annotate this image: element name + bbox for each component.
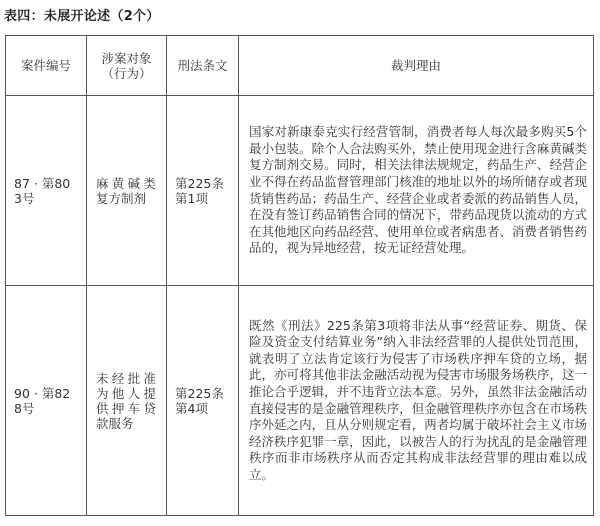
header-reason: 裁判理由 xyxy=(239,36,594,96)
object-text: 麻黄碱类复方制剂 xyxy=(96,175,156,206)
case-no-text: 90 · 第828号 xyxy=(14,385,71,416)
header-object xyxy=(87,36,167,96)
header-case-no: 案件编号 xyxy=(6,36,87,96)
law-text: 第225条第1项 xyxy=(175,175,224,206)
object-cell xyxy=(87,286,167,516)
case-no-cell xyxy=(6,286,87,516)
object-text: 未经批准为他人提供押车贷款服务 xyxy=(96,370,156,431)
reason-cell: 既然《刑法》225条第3项将非法从事“经营证券、期货、保险及资金支付结算业务”纳入非法经营罪的人提供处罚范围，就表明了立法肯定该行为侵害了市场秩序押车贷的立场，据此，亦可将其他非法金融活动视为侵害市场服务场秩序，这一推论合乎逻辑，并不违背立法本意。另外，虽然非法金融活动直接侵害的是金融管理秩序，但金融管理秩序亦包含在市场秩序外延之内，且从分则规定看，两者均属于破坏社会主义市场经济秩序犯罪一章，因此，以被告人的行为扰乱的是金融管理秩序而非市场秩序从而否定其构成非法经营罪的理由难以成立。 xyxy=(239,286,594,516)
header-law xyxy=(167,36,239,96)
header-object-label: 涉案对象（行为） xyxy=(101,50,152,81)
table-header-row xyxy=(6,36,594,96)
case-no-cell xyxy=(6,96,87,286)
table-row xyxy=(6,286,594,516)
law-text: 第225条第4项 xyxy=(175,385,224,416)
table-caption: 表四：未展开论述（2个） xyxy=(4,9,160,24)
header-law-label: 刑法条文 xyxy=(177,58,228,73)
object-cell xyxy=(87,96,167,286)
cases-table xyxy=(5,35,594,516)
reason-cell: 国家对新康泰克实行经营管制，消费者每人每次最多购买5个最小包装。除个人合法购买外，禁止使用现金进行含麻黄碱类复方制剂交易。同时，相关法律法规规定，药品生产、经营企业不得在药品监督管理部门核准的地址以外的场所储存或者现货销售药品；药品生产、经营企业或者委派的药品销售人员，在没有签订药品销售合同的情况下，带药品现货以流动的方式在其他地区向药品经营、使用单位或者病患者、消费者销售药品的，视为异地经营，按无证经营处理。 xyxy=(239,96,594,286)
law-cell xyxy=(167,286,239,516)
law-cell xyxy=(167,96,239,286)
case-no-text: 87 · 第803号 xyxy=(14,175,71,206)
table-row xyxy=(6,96,594,286)
